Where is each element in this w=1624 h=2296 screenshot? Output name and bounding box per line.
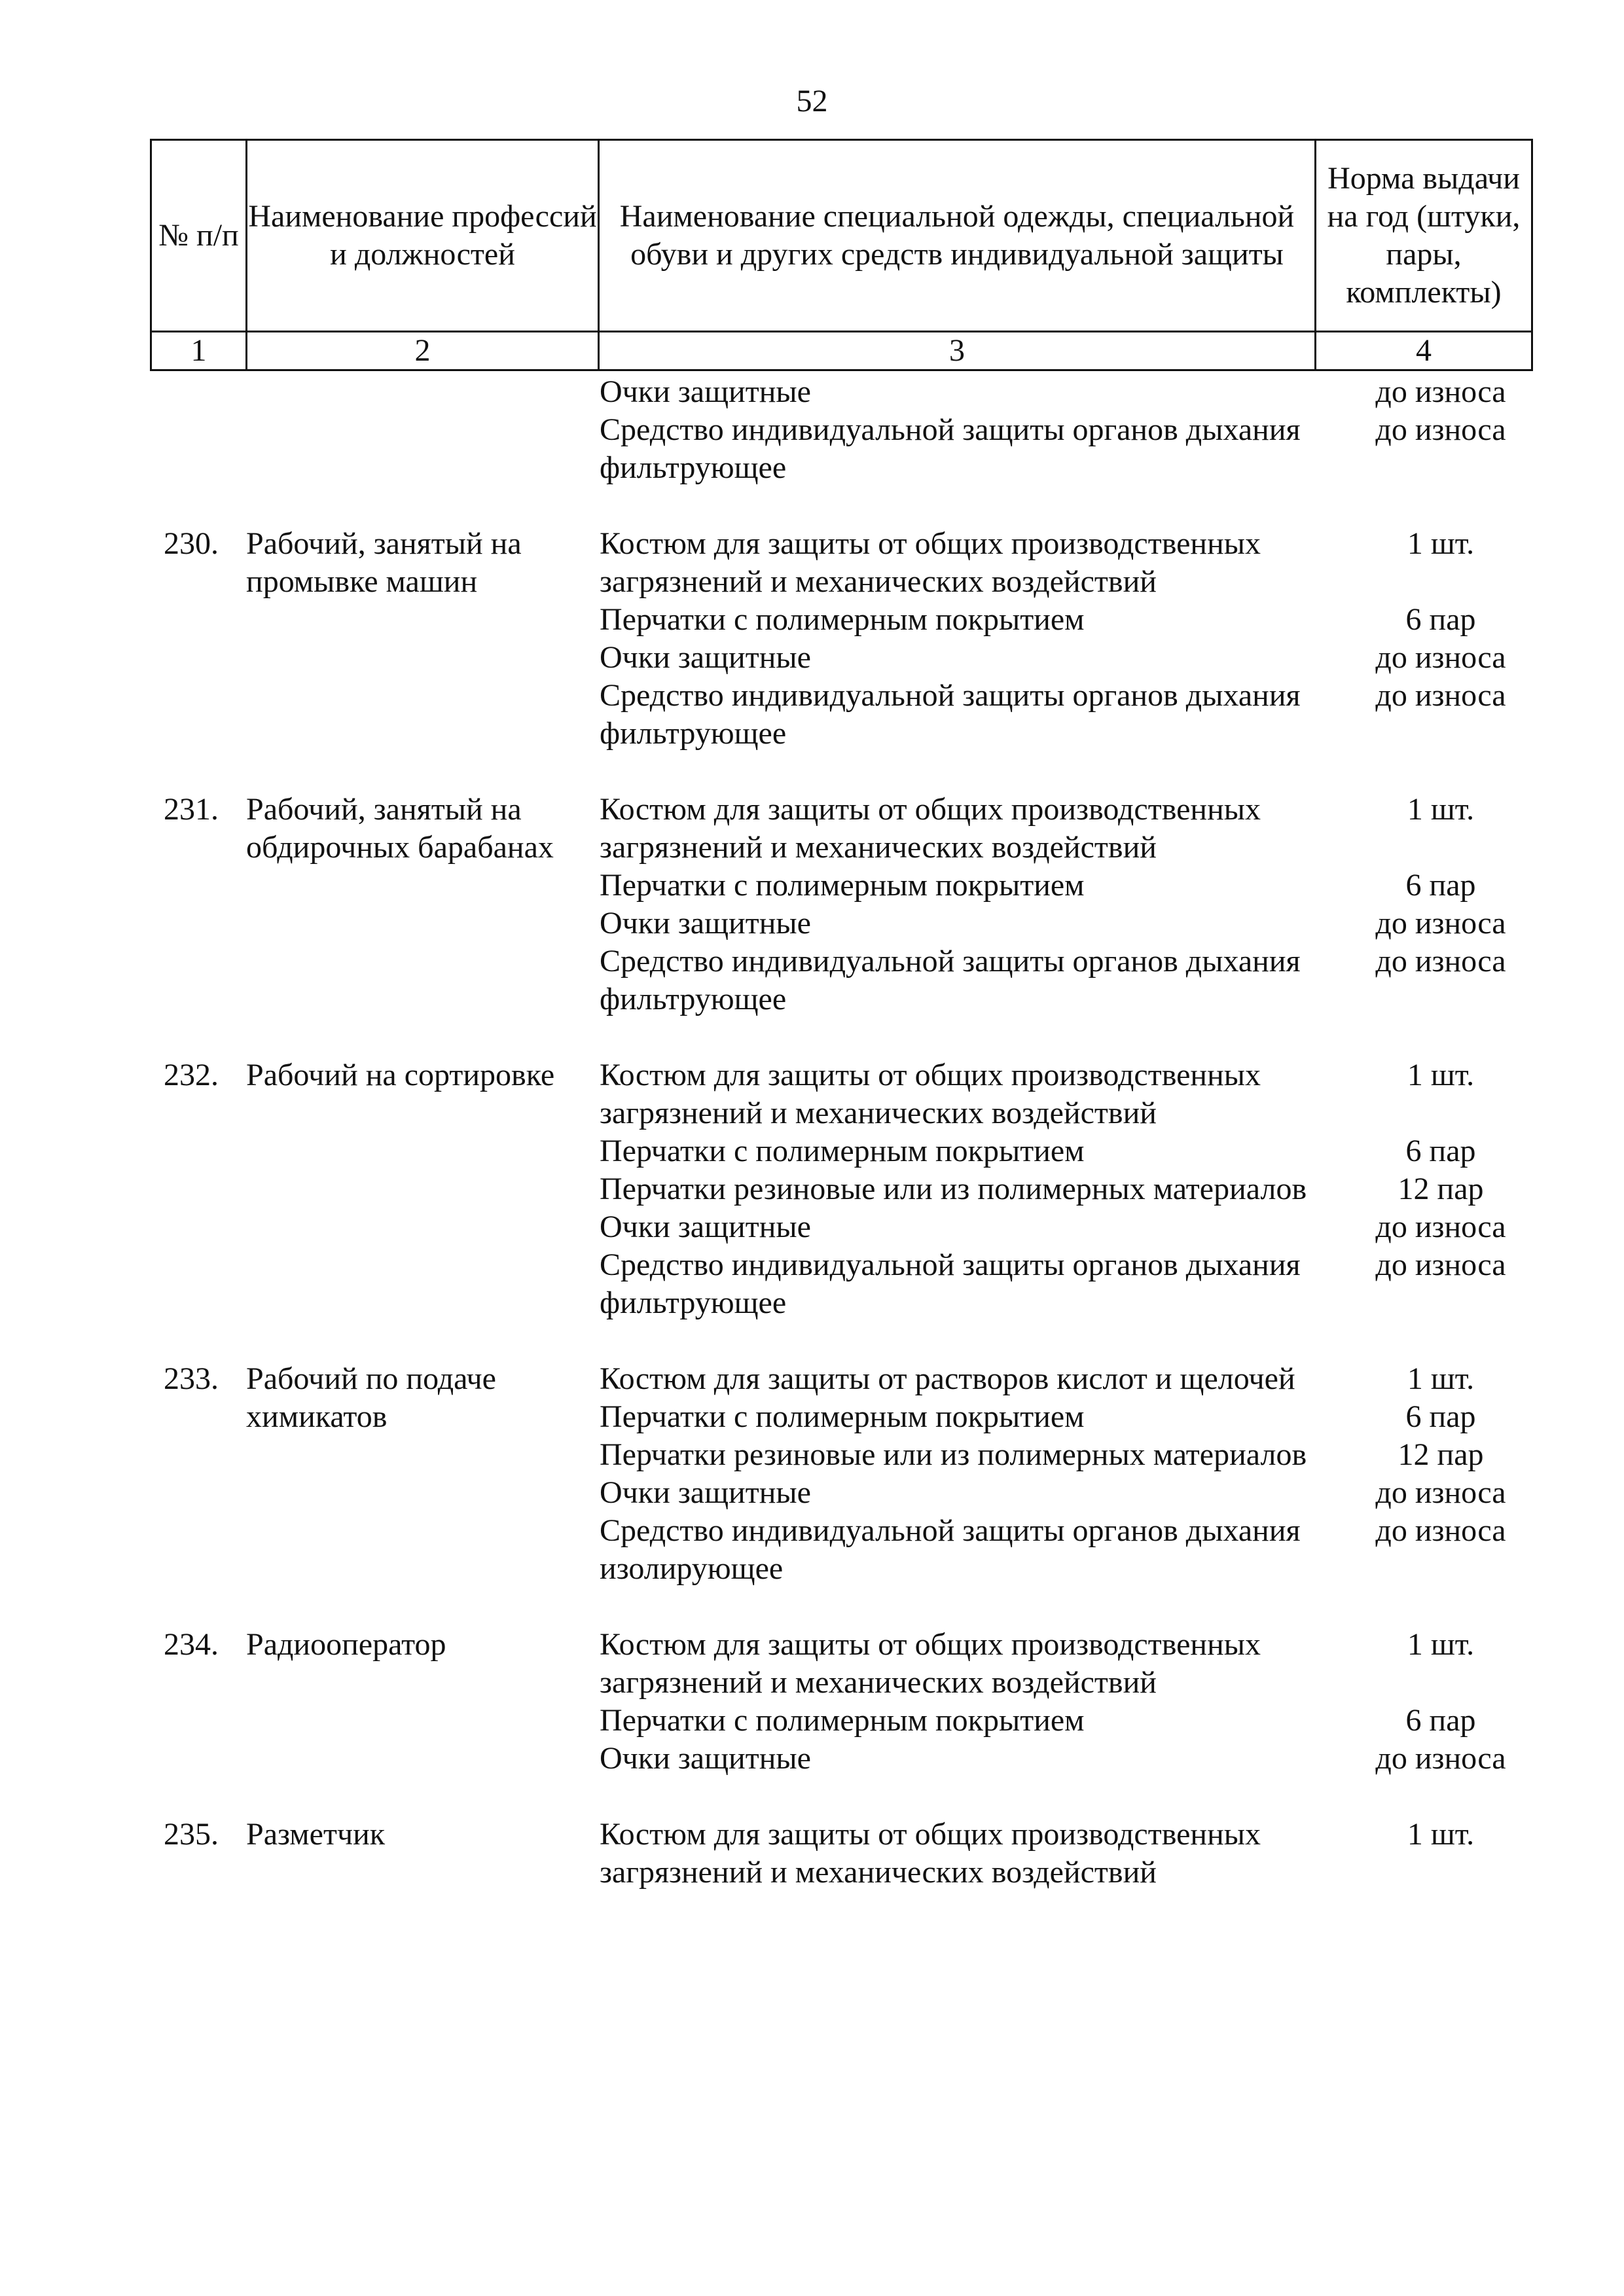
equipment-item xyxy=(600,1056,1549,1132)
equipment-name: Очки защитные xyxy=(600,640,811,675)
equipment-item xyxy=(600,1170,1549,1208)
equipment-norm: 6 пар xyxy=(1405,1703,1476,1738)
entry-number: 233. xyxy=(164,1361,219,1396)
table-row xyxy=(0,1360,1624,1588)
equipment-list xyxy=(600,1626,1549,1778)
column-number-1: 1 xyxy=(151,332,247,370)
entry-number: 235. xyxy=(164,1817,219,1852)
equipment-name: Средство индивидуальной защиты органов дыхания фильтрующее xyxy=(600,412,1301,485)
equipment-name: Костюм для защиты от общих производственных загрязнений и механических воздействий xyxy=(600,1627,1261,1700)
equipment-name: Очки защитные xyxy=(600,1475,811,1510)
equipment-item xyxy=(600,639,1549,677)
table-body xyxy=(0,373,1624,1929)
table-header xyxy=(150,139,1533,371)
header-number: № п/п xyxy=(151,140,247,332)
entry-number: 230. xyxy=(164,526,219,561)
table-row xyxy=(0,525,1624,753)
equipment-item xyxy=(600,411,1549,487)
entry-profession: Радиооператор xyxy=(246,1627,446,1662)
equipment-name: Костюм для защиты от растворов кислот и щелочей xyxy=(600,1361,1295,1396)
entry-number xyxy=(164,373,246,487)
entry-profession: Рабочий, занятый на промывке машин xyxy=(246,526,522,599)
entry-number: 231. xyxy=(164,792,219,827)
equipment-name: Перчатки с полимерным покрытием xyxy=(600,868,1085,903)
equipment-name: Средство индивидуальной защиты органов дыхания фильтрующее xyxy=(600,1247,1301,1320)
equipment-norm: 1 шт. xyxy=(1407,1058,1475,1092)
equipment-item xyxy=(600,1474,1549,1512)
equipment-norm: 6 пар xyxy=(1405,1399,1476,1434)
equipment-item xyxy=(600,1132,1549,1170)
equipment-name: Костюм для защиты от общих производственных загрязнений и механических воздействий xyxy=(600,1058,1261,1130)
equipment-norm: 12 пар xyxy=(1398,1172,1484,1206)
equipment-name: Очки защитные xyxy=(600,374,811,409)
equipment-norm: до износа xyxy=(1375,1475,1506,1510)
equipment-list xyxy=(600,1360,1549,1588)
entry-number: 234. xyxy=(164,1627,219,1662)
equipment-name: Перчатки резиновые или из полимерных материалов xyxy=(600,1172,1307,1206)
equipment-norm: до износа xyxy=(1375,640,1506,675)
equipment-norm: 1 шт. xyxy=(1407,1627,1475,1662)
equipment-item xyxy=(600,525,1549,601)
header-equipment: Наименование специальной одежды, специальной обуви и других средств индивидуальной защиты xyxy=(599,140,1316,332)
equipment-item xyxy=(600,373,1549,411)
equipment-name: Костюм для защиты от общих производственных загрязнений и механических воздействий xyxy=(600,1817,1261,1890)
equipment-item xyxy=(600,1512,1549,1588)
equipment-norm: до износа xyxy=(1375,374,1506,409)
entry-profession: Рабочий, занятый на обдирочных барабанах xyxy=(246,792,554,865)
header-norm: Норма выдачи на год (штуки, пары, комплекты) xyxy=(1316,140,1532,332)
equipment-norm: 12 пар xyxy=(1398,1437,1484,1472)
column-number-4: 4 xyxy=(1316,332,1532,370)
equipment-item xyxy=(600,1436,1549,1474)
column-number-2: 2 xyxy=(247,332,599,370)
equipment-item xyxy=(600,1360,1549,1398)
equipment-item xyxy=(600,601,1549,639)
equipment-list xyxy=(600,525,1549,753)
equipment-name: Перчатки с полимерным покрытием xyxy=(600,602,1085,637)
equipment-name: Средство индивидуальной защиты органов дыхания изолирующее xyxy=(600,1513,1301,1586)
equipment-item xyxy=(600,1740,1549,1778)
equipment-norm: до износа xyxy=(1375,678,1506,713)
equipment-item xyxy=(600,1626,1549,1702)
equipment-name: Костюм для защиты от общих производственных загрязнений и механических воздействий xyxy=(600,526,1261,599)
entry-profession xyxy=(246,373,600,487)
equipment-norm: до износа xyxy=(1375,412,1506,447)
equipment-norm: до износа xyxy=(1375,944,1506,978)
entry-row xyxy=(0,1056,1624,1322)
equipment-norm: до износа xyxy=(1375,906,1506,941)
equipment-name: Очки защитные xyxy=(600,1210,811,1244)
column-number-3: 3 xyxy=(599,332,1316,370)
entry-profession: Рабочий на сортировке xyxy=(246,1058,555,1092)
equipment-item xyxy=(600,677,1549,753)
equipment-name: Перчатки с полимерным покрытием xyxy=(600,1134,1085,1168)
equipment-item xyxy=(600,867,1549,905)
equipment-norm: 6 пар xyxy=(1405,602,1476,637)
equipment-norm: до износа xyxy=(1375,1741,1506,1776)
equipment-norm: 1 шт. xyxy=(1407,792,1475,827)
equipment-name: Средство индивидуальной защиты органов дыхания фильтрующее xyxy=(600,678,1301,751)
equipment-norm: 1 шт. xyxy=(1407,1817,1475,1852)
table-row xyxy=(0,1816,1624,1892)
equipment-name: Очки защитные xyxy=(600,906,811,941)
equipment-norm: 6 пар xyxy=(1405,1134,1476,1168)
page-number: 52 xyxy=(796,84,828,118)
equipment-name: Очки защитные xyxy=(600,1741,811,1776)
equipment-item xyxy=(600,1246,1549,1322)
entry-row xyxy=(0,1626,1624,1778)
entry-row xyxy=(0,791,1624,1018)
equipment-item xyxy=(600,1398,1549,1436)
equipment-list xyxy=(600,1816,1549,1892)
continuation-block xyxy=(0,373,1624,487)
entry-row xyxy=(0,1816,1624,1892)
equipment-norm: 1 шт. xyxy=(1407,1361,1475,1396)
continuation-row xyxy=(0,373,1624,487)
equipment-norm: до износа xyxy=(1375,1210,1506,1244)
equipment-item xyxy=(600,942,1549,1018)
equipment-item xyxy=(600,1702,1549,1740)
equipment-item xyxy=(600,1816,1549,1892)
entry-number: 232. xyxy=(164,1058,219,1092)
table-row xyxy=(0,1626,1624,1778)
entry-row xyxy=(0,1360,1624,1588)
equipment-norm: до износа xyxy=(1375,1513,1506,1548)
table-row xyxy=(0,1056,1624,1322)
entry-profession: Разметчик xyxy=(246,1817,386,1852)
equipment-name: Перчатки резиновые или из полимерных материалов xyxy=(600,1437,1307,1472)
equipment-name: Перчатки с полимерным покрытием xyxy=(600,1399,1085,1434)
equipment-item xyxy=(600,791,1549,867)
equipment-norm: до износа xyxy=(1375,1247,1506,1282)
equipment-norm: 1 шт. xyxy=(1407,526,1475,561)
header-profession: Наименование профессий и должностей xyxy=(247,140,599,332)
equipment-name: Средство индивидуальной защиты органов дыхания фильтрующее xyxy=(600,944,1301,1016)
equipment-list xyxy=(600,791,1549,1018)
equipment-item xyxy=(600,1208,1549,1246)
equipment-list xyxy=(600,373,1549,487)
entry-profession: Рабочий по подаче химикатов xyxy=(246,1361,496,1434)
entry-row xyxy=(0,525,1624,753)
equipment-name: Костюм для защиты от общих производственных загрязнений и механических воздействий xyxy=(600,792,1261,865)
equipment-list xyxy=(600,1056,1549,1322)
equipment-item xyxy=(600,905,1549,942)
table-row xyxy=(0,791,1624,1018)
equipment-norm: 6 пар xyxy=(1405,868,1476,903)
equipment-name: Перчатки с полимерным покрытием xyxy=(600,1703,1085,1738)
